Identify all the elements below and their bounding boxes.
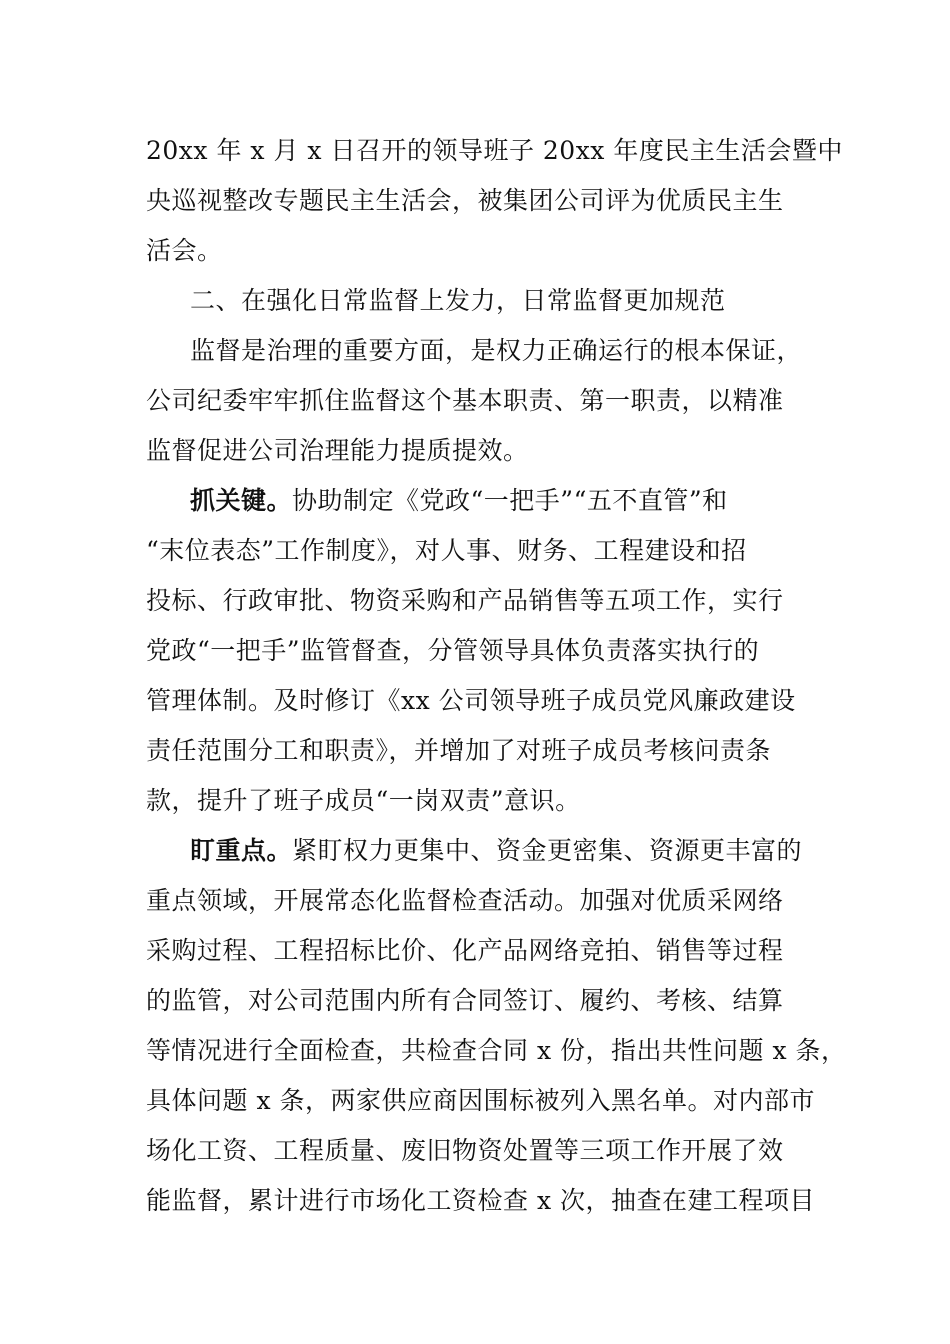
text-line: 等情况进行全面检查，共检查合同 x 份，指出共性问题 x 条， bbox=[146, 1036, 847, 1065]
paragraph-first-line bbox=[190, 834, 870, 868]
paragraph-text: 协助制定《党政“一把手”“五不直管”和 bbox=[292, 486, 728, 515]
text-line: “末位表态”工作制度》，对人事、财务、工程建设和招 bbox=[146, 536, 747, 565]
text-line: 管理体制。及时修订《xx 公司领导班子成员党风廉政建设 bbox=[146, 686, 796, 715]
text-line: 投标、行政审批、物资采购和产品销售等五项工作，实行 bbox=[146, 586, 784, 615]
text-line: 监督是治理的重要方面，是权力正确运行的根本保证， bbox=[190, 336, 803, 365]
text-line: 具体问题 x 条，两家供应商因围标被列入黑名单。对内部市 bbox=[146, 1086, 815, 1115]
paragraph-lead: 盯重点。 bbox=[190, 836, 293, 865]
paragraph-lead: 抓关键。 bbox=[190, 486, 293, 515]
text-line: 监督促进公司治理能力提质提效。 bbox=[146, 436, 529, 465]
text-line: 重点领域，开展常态化监督检查活动。加强对优质采网络 bbox=[146, 886, 784, 915]
text-line: 公司纪委牢牢抓住监督这个基本职责、第一职责，以精准 bbox=[146, 386, 784, 415]
text-line: 能监督，累计进行市场化工资检查 x 次，抽查在建工程项目 bbox=[146, 1186, 815, 1215]
section-heading: 二、在强化日常监督上发力，日常监督更加规范 bbox=[190, 286, 726, 315]
text-line: 采购过程、工程招标比价、化产品网络竞拍、销售等过程 bbox=[146, 936, 784, 965]
text-line: 款，提升了班子成员“一岗双责”意识。 bbox=[146, 786, 581, 815]
paragraph-first-line bbox=[190, 484, 870, 518]
text-line: 活会。 bbox=[146, 236, 223, 265]
text-line: 央巡视整改专题民主生活会，被集团公司评为优质民主生 bbox=[146, 186, 784, 215]
text-line: 20xx 年 x 月 x 日召开的领导班子 20xx 年度民主生活会暨中 bbox=[146, 136, 843, 165]
paragraph-text: 紧盯权力更集中、资金更密集、资源更丰富的 bbox=[292, 836, 803, 865]
text-line: 党政“一把手”监管督查，分管领导具体负责落实执行的 bbox=[146, 636, 760, 665]
text-line: 的监管，对公司范围内所有合同签订、履约、考核、结算 bbox=[146, 986, 784, 1015]
text-line: 责任范围分工和职责》，并增加了对班子成员考核问责条 bbox=[146, 736, 772, 765]
text-line: 场化工资、工程质量、废旧物资处置等三项工作开展了效 bbox=[146, 1136, 784, 1165]
